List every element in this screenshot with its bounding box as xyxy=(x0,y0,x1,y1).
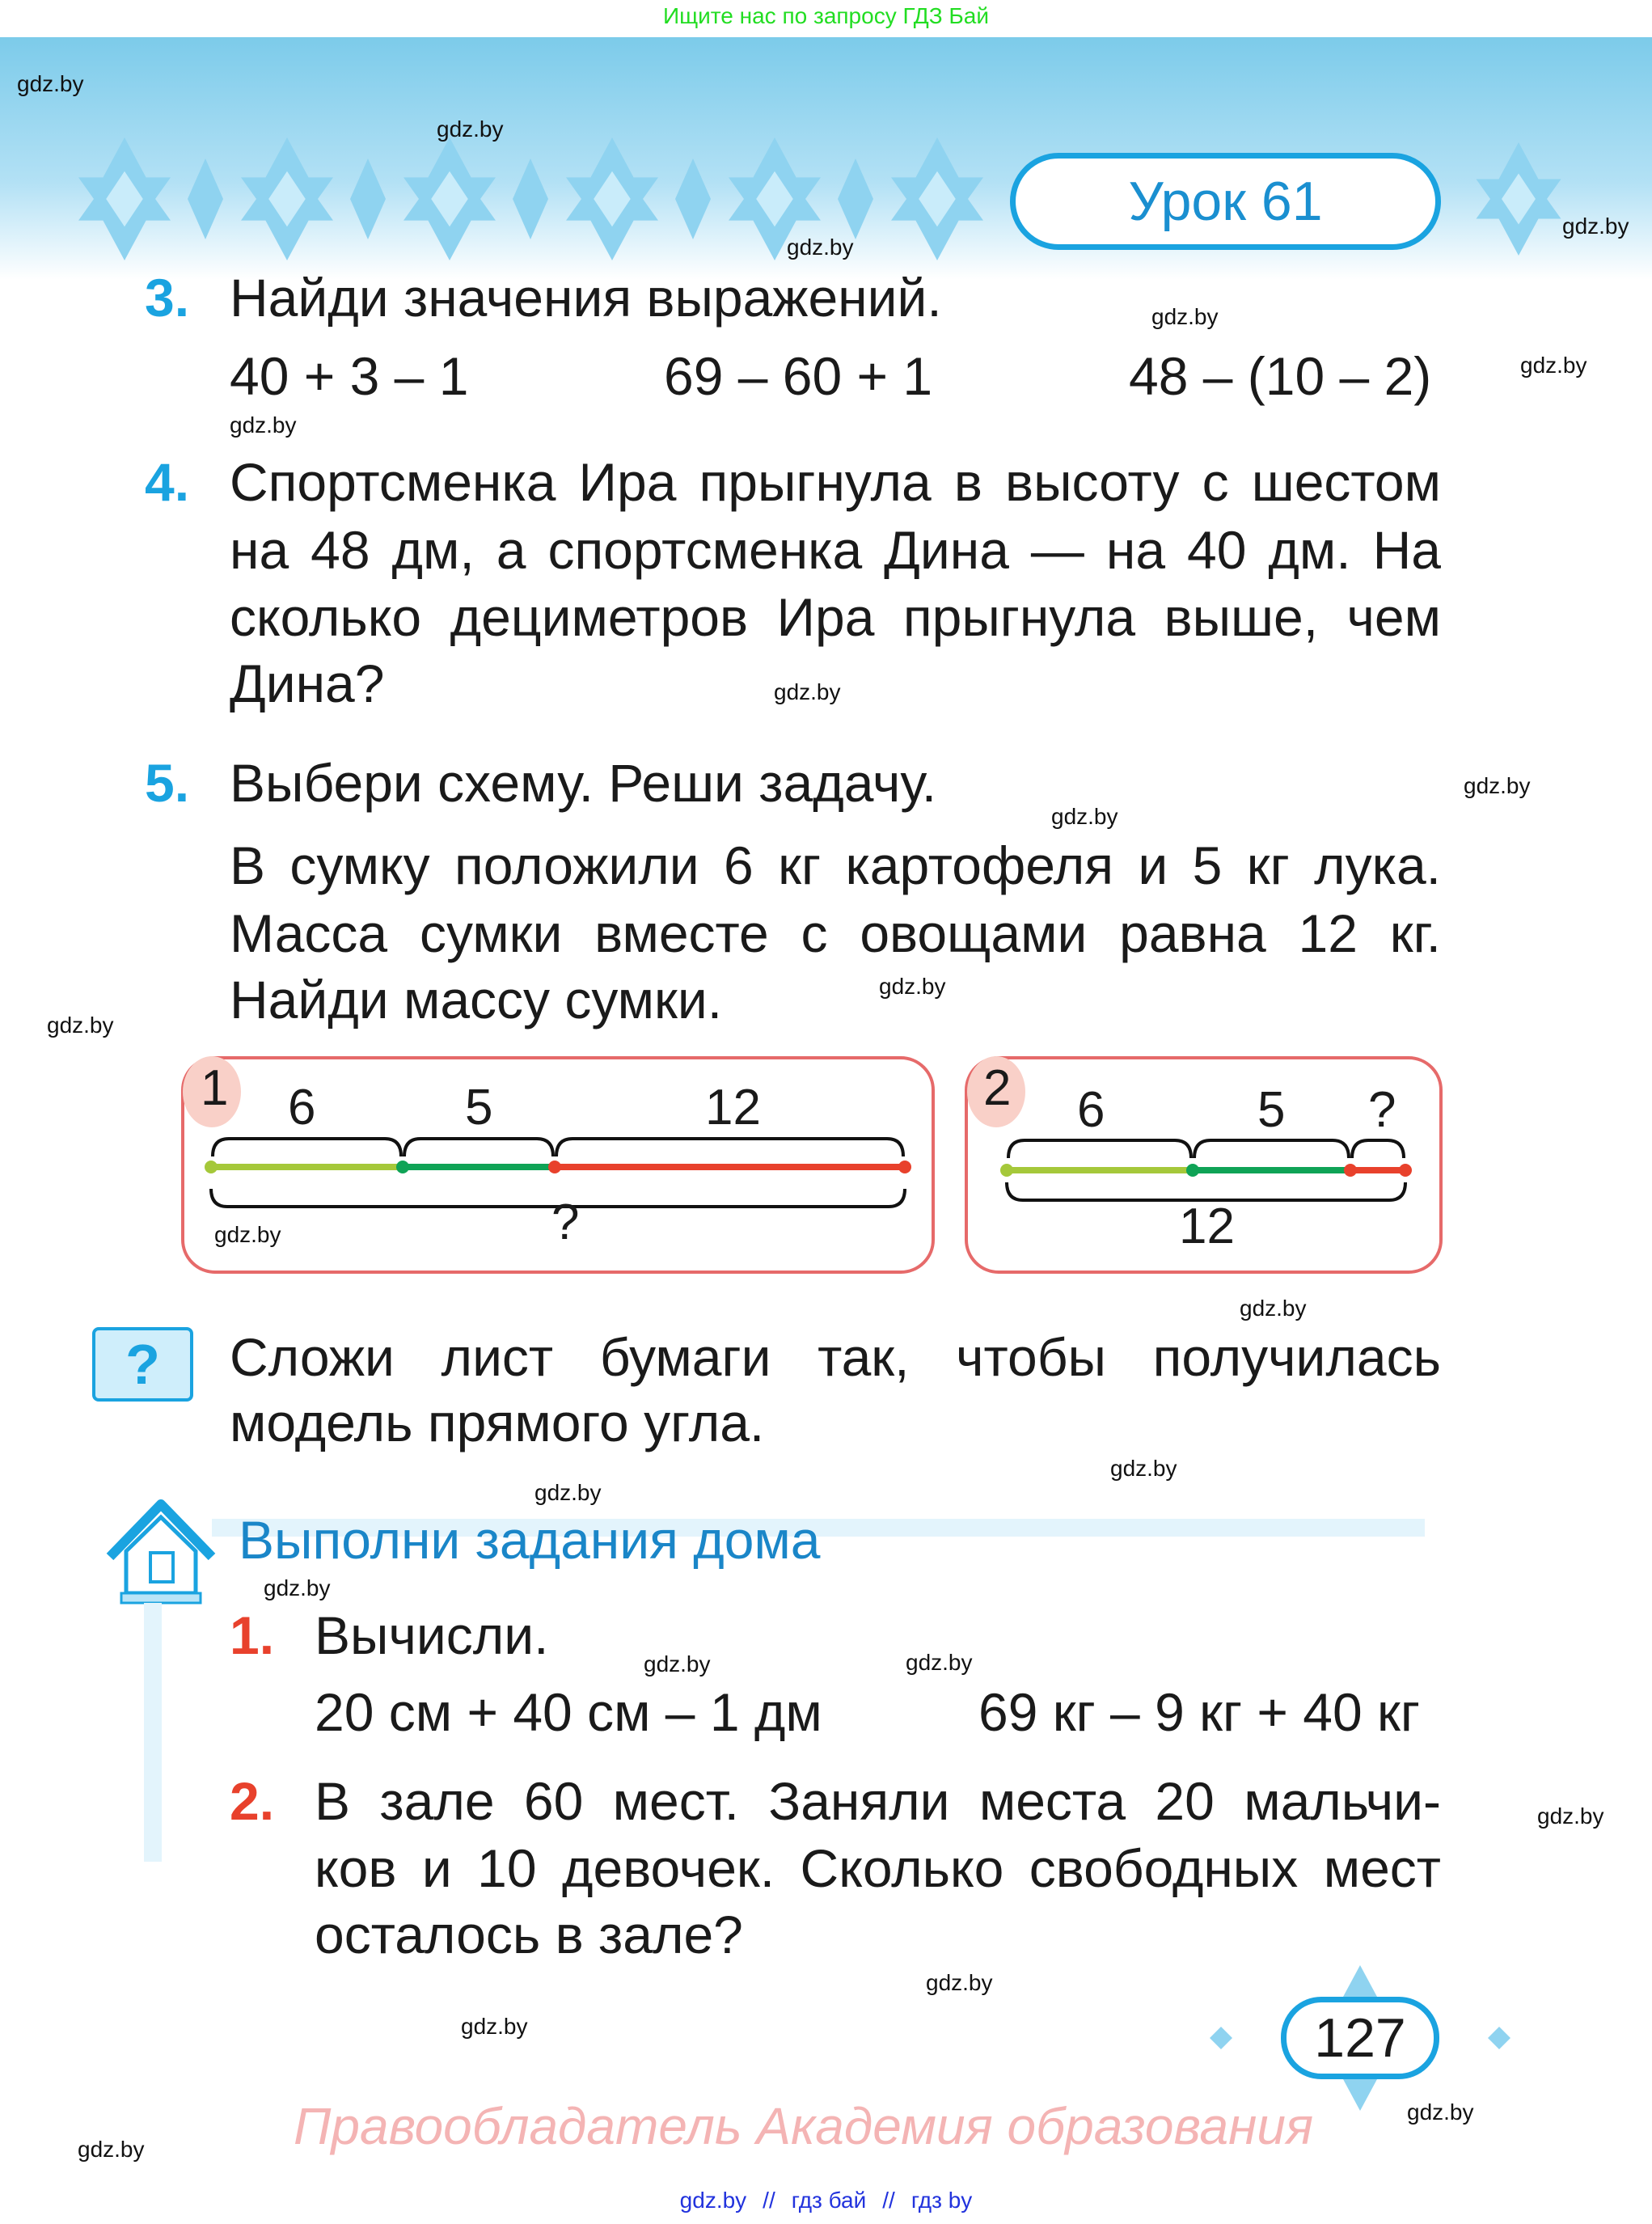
watermark: gdz.by xyxy=(1051,804,1118,829)
watermark: gdz.by xyxy=(461,2014,528,2039)
watermark: gdz.by xyxy=(906,1650,973,1675)
scheme2-point xyxy=(1000,1164,1013,1177)
footer-link[interactable]: гдз бай xyxy=(791,2188,867,2213)
question-line: Сложи лист бумаги так, чтобы получилась xyxy=(230,1327,1441,1387)
hw1-expr-2: 69 кг – 9 кг + 40 кг xyxy=(978,1682,1420,1742)
watermark: gdz.by xyxy=(1464,773,1531,798)
scheme1-top-brace xyxy=(213,1139,401,1156)
homework-title: Выполни задания дома xyxy=(239,1510,821,1570)
watermark: gdz.by xyxy=(644,1651,711,1676)
watermark: gdz.by xyxy=(47,1013,114,1038)
watermark: gdz.by xyxy=(264,1575,331,1600)
ornament-diamond-icon xyxy=(838,159,873,239)
scheme1-top-label: 12 xyxy=(705,1080,761,1135)
footer-link[interactable]: гдз by xyxy=(911,2188,973,2213)
house-base-icon xyxy=(121,1593,201,1603)
scheme2-point xyxy=(1344,1164,1357,1177)
task4-line: сколько дециметров Ира прыгнула выше, чем xyxy=(230,587,1441,647)
scheme1-top-brace xyxy=(404,1139,553,1156)
scheme1-point xyxy=(898,1161,911,1173)
scheme1-top-brace xyxy=(556,1139,903,1156)
task5-line: Найди массу сумки. xyxy=(230,970,723,1030)
ornament-diamond-icon xyxy=(675,159,711,239)
task5-number: 5. xyxy=(145,753,190,813)
scheme2-top-label: 5 xyxy=(1257,1082,1286,1138)
watermark: gdz.by xyxy=(1151,304,1219,329)
task4-line: Спортсменка Ира прыгнула в высоту с шестом xyxy=(230,452,1441,512)
task5-line: В сумку положили 6 кг картофеля и 5 кг лука. xyxy=(230,835,1441,895)
diamond-icon xyxy=(1488,2027,1510,2049)
watermark: gdz.by xyxy=(1537,1803,1604,1829)
task5-line: Масса сумки вместе с овощами равна 12 кг. xyxy=(230,903,1441,963)
task3-expr-2: 69 – 60 + 1 xyxy=(664,346,933,406)
scheme1-top-label: 5 xyxy=(465,1080,493,1135)
footer-link[interactable]: gdz.by xyxy=(679,2188,747,2213)
scheme1-point xyxy=(548,1161,561,1173)
task3-title: Найди значения выражений. xyxy=(230,268,942,328)
watermark: gdz.by xyxy=(78,2137,145,2162)
scheme1-point xyxy=(396,1161,409,1173)
task3-expr-3: 48 – (10 – 2) xyxy=(1129,346,1432,406)
task3-number: 3. xyxy=(145,268,190,328)
watermark: gdz.by xyxy=(787,235,854,260)
watermark: gdz.by xyxy=(774,679,841,704)
watermark: gdz.by xyxy=(437,116,504,142)
search-hint[interactable]: Ищите нас по запросу ГДЗ Бай xyxy=(662,3,990,28)
watermark: gdz.by xyxy=(534,1480,602,1505)
scheme2-top-label: ? xyxy=(1368,1082,1396,1138)
task4-line: на 48 дм, а спортсменка Дина — на 40 дм. На xyxy=(230,520,1441,580)
ornament-diamond-icon xyxy=(350,159,386,239)
watermark: gdz.by xyxy=(1240,1296,1307,1321)
task4-line: Дина? xyxy=(230,653,385,713)
ornament-diamond-icon xyxy=(513,159,548,239)
scheme2-top-brace xyxy=(1352,1140,1404,1158)
hw2-number: 2. xyxy=(230,1771,275,1831)
page-number: 127 xyxy=(1281,1997,1439,2079)
watermark: gdz.by xyxy=(1562,214,1629,239)
watermark: gdz.by xyxy=(1520,353,1587,378)
footer-separator: // xyxy=(763,2188,775,2213)
watermark: gdz.by xyxy=(17,71,84,96)
hw1-expr-1: 20 см + 40 см – 1 дм xyxy=(315,1682,822,1742)
watermark: gdz.by xyxy=(1110,1456,1177,1481)
scheme2-point xyxy=(1186,1164,1199,1177)
footer-links xyxy=(0,2188,1652,2213)
lesson-badge: Урок 61 xyxy=(1010,153,1441,250)
watermark: gdz.by xyxy=(214,1222,281,1247)
scheme2-point xyxy=(1399,1164,1412,1177)
watermark: gdz.by xyxy=(926,1970,993,1995)
scheme2-top-label: 6 xyxy=(1077,1082,1105,1138)
task4-number: 4. xyxy=(145,452,190,512)
hw1-title: Вычисли. xyxy=(315,1605,549,1665)
scheme2-label: 2 xyxy=(983,1060,1012,1116)
hw2-line: В зале 60 мест. Заняли места 20 мальчи- xyxy=(315,1771,1441,1831)
scheme1-label: 1 xyxy=(201,1060,229,1116)
scheme2-top-brace xyxy=(1008,1140,1191,1158)
hw2-line: осталось в зале? xyxy=(315,1905,743,1964)
watermark: gdz.by xyxy=(1407,2099,1474,2125)
homework-side-band xyxy=(144,1603,162,1862)
copyright-notice: Правообладатель Академия образования xyxy=(294,2097,1314,2155)
hw1-number: 1. xyxy=(230,1605,275,1665)
question-line: модель прямого угла. xyxy=(230,1393,765,1452)
footer-separator: // xyxy=(882,2188,895,2213)
scheme2-bottom-label: 12 xyxy=(1179,1199,1235,1254)
scheme2-top-brace xyxy=(1194,1140,1349,1158)
diamond-icon xyxy=(1210,2027,1232,2049)
scheme1-bottom-label: ? xyxy=(551,1194,580,1250)
watermark: gdz.by xyxy=(230,412,297,438)
hw2-line: ков и 10 девочек. Сколько свободных мест xyxy=(315,1838,1441,1898)
task5-title: Выбери схему. Реши задачу. xyxy=(230,753,937,813)
scheme1-point xyxy=(205,1161,218,1173)
task3-expr-1: 40 + 3 – 1 xyxy=(230,346,469,406)
ornament-diamond-icon xyxy=(188,159,223,239)
scheme1-top-label: 6 xyxy=(288,1080,316,1135)
watermark: gdz.by xyxy=(879,974,946,999)
question-icon: ? xyxy=(92,1327,193,1402)
